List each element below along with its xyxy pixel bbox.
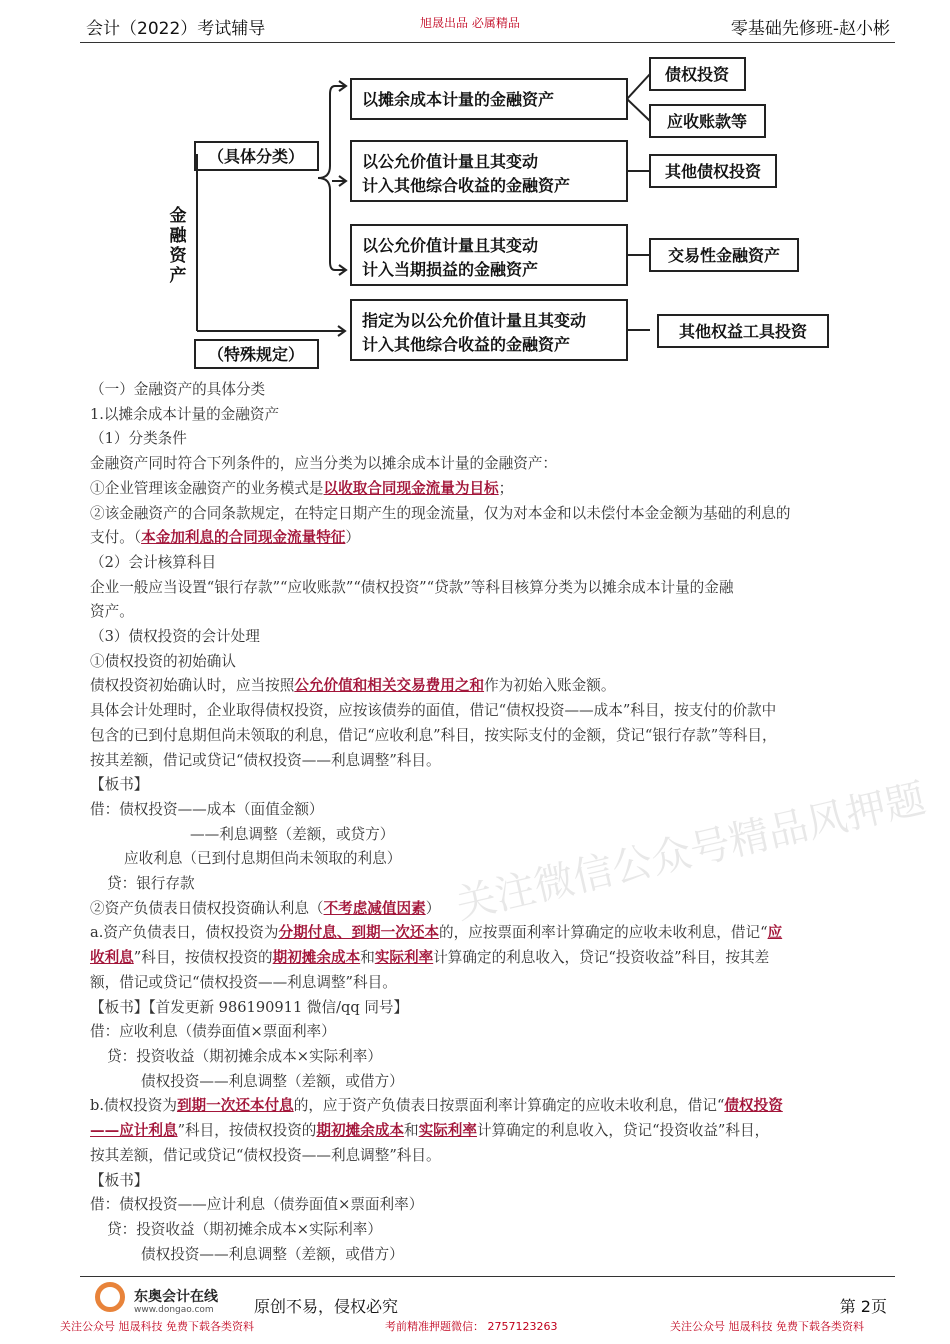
paragraph-line: 支付。（本金加利息的合同现金流量特征） xyxy=(90,529,361,547)
header-slogan: 旭晟出品 必属精品 xyxy=(420,16,520,30)
paragraph-line: 按其差额，借记或贷记“债权投资——利息调整”科目。 xyxy=(90,751,441,769)
class-label-2a: 以公允价值计量且其变动 xyxy=(362,152,539,171)
key-term: 期初摊余成本 xyxy=(316,1122,404,1140)
key-term: 实际利率 xyxy=(418,1122,477,1140)
journal-entry: 贷：投资收益（期初摊余成本×实际利率） xyxy=(107,1047,382,1065)
paragraph-line: 具体会计处理时，企业取得债权投资，应按该债券的面值，借记“债权投资——成本”科目，按支付的价款中 xyxy=(90,702,777,720)
class-label-2b: 计入其他综合收益的金融资产 xyxy=(362,176,571,195)
key-term: 分期付息、到期一次还本 xyxy=(278,924,440,942)
subsection-heading: 1.以摊余成本计量的金融资产 xyxy=(90,405,280,423)
journal-entry: 贷：银行存款 xyxy=(107,875,195,893)
key-term: 期初摊余成本 xyxy=(272,949,361,967)
class-label-4a: 指定为以公允价值计量且其变动 xyxy=(362,311,587,330)
item-label-1: 债权投资 xyxy=(664,65,730,84)
paragraph-line: 额，借记或贷记“债权投资——利息调整”科目。 xyxy=(90,973,397,991)
page-number: 第 2页 xyxy=(839,1297,887,1316)
subheading: （1）分类条件 xyxy=(90,430,187,448)
paragraph-line: ①企业管理该金融资产的业务模式是以收取合同现金流量为目标； xyxy=(90,479,514,497)
key-term: 本金加利息的合同现金流量特征 xyxy=(141,529,346,547)
paragraph-line: 包含的已到付息期但尚未领取的利息，借记“应收利息”科目，按实际支付的金额，贷记“银行存款”等科目， xyxy=(90,726,777,744)
subheading: ①债权投资的初始确认 xyxy=(90,652,236,670)
board-label: 【板书】 xyxy=(90,776,149,794)
diagram-root-char: 融 xyxy=(169,226,187,246)
journal-entry: 借：债权投资——应计利息（债券面值×票面利率） xyxy=(90,1196,424,1214)
promo-middle: 考前精准押题微信： 2757123263 xyxy=(385,1320,558,1333)
logo-icon xyxy=(95,1282,125,1312)
footer-divider xyxy=(80,1276,895,1277)
key-term: 以收取合同现金流量为目标 xyxy=(323,479,499,497)
key-term: 收利息 xyxy=(90,949,134,967)
paragraph-line: 债权投资初始确认时，应当按照公允价值和相关交易费用之和作为初始入账金额。 xyxy=(90,677,616,695)
promo-left: 关注公众号 旭晟科技 免费下载各类资料 xyxy=(60,1320,254,1333)
diagram-root-char: 金 xyxy=(169,206,187,226)
item-label-2: 应收账款等 xyxy=(666,112,748,131)
subheading: （3）债权投资的会计处理 xyxy=(90,628,260,646)
watermark: 关注微信公众号精品风押题 xyxy=(451,775,930,929)
journal-entry: 债权投资——利息调整（差额，或借方） xyxy=(141,1245,404,1263)
copyright-notice: 原创不易，侵权必究 xyxy=(254,1297,399,1316)
paragraph-line: a.资产负债表日，债权投资为分期付息、到期一次还本的，应按票面利率计算确定的应收未收利息，借记“应 xyxy=(90,924,783,942)
paragraph-line: 企业一般应当设置“银行存款”“应收账款”“债权投资”“贷款”等科目核算分类为以摊余成本计量的金融 xyxy=(90,578,734,596)
paragraph-line: ②该金融资产的合同条款规定，在特定日期产生的现金流量，仅为对本金和以未偿付本金金额为基础的利息的 xyxy=(90,504,791,522)
key-term: 公允价值和相关交易费用之和 xyxy=(294,677,485,695)
key-term: 不考虑减值因素 xyxy=(323,899,426,917)
category-label-special: （特殊规定） xyxy=(207,345,305,364)
paragraph-line: 金融资产同时符合下列条件的，应当分类为以摊余成本计量的金融资产： xyxy=(90,455,558,473)
subheading: ②资产负债表日债权投资确认利息（不考虑减值因素） xyxy=(90,899,441,917)
paragraph-line: 收利息”科目，按债权投资的期初摊余成本和实际利率计算确定的利息收入，贷记“投资收益”科目，按其差 xyxy=(90,949,770,967)
header-course: 零基础先修班-赵小彬 xyxy=(730,19,890,39)
logo-url: www.dongao.com xyxy=(134,1305,214,1315)
class-label-1: 以摊余成本计量的金融资产 xyxy=(362,90,555,109)
journal-entry: 借：应收利息（债券面值×票面利率） xyxy=(90,1023,336,1041)
item-label-5: 其他权益工具投资 xyxy=(678,322,808,341)
key-term: ——应计利息 xyxy=(90,1122,178,1140)
journal-entry: ——利息调整（差额，或贷方） xyxy=(190,825,395,843)
item-label-4: 交易性金融资产 xyxy=(667,246,781,265)
header-title: 会计（2022）考试辅导 xyxy=(86,19,266,39)
board-label: 【板书】【首发更新 986190911 微信/qq 同号】 xyxy=(90,998,409,1016)
subheading: （2）会计核算科目 xyxy=(90,553,217,571)
paragraph-line: 资产。 xyxy=(90,603,134,621)
paragraph-line: ——应计利息”科目，按债权投资的期初摊余成本和实际利率计算确定的利息收入，贷记“投资收益”科目， xyxy=(90,1122,770,1140)
paragraph-line: 按其差额，借记或贷记“债权投资——利息调整”科目。 xyxy=(90,1146,441,1164)
class-label-3a: 以公允价值计量且其变动 xyxy=(362,236,539,255)
journal-entry: 贷：投资收益（期初摊余成本×实际利率） xyxy=(107,1220,382,1238)
key-term: 实际利率 xyxy=(374,949,434,967)
journal-entry: 借：债权投资——成本（面值金额） xyxy=(90,800,324,818)
diagram-root-char: 产 xyxy=(169,266,187,286)
key-term: 到期一次还本付息 xyxy=(176,1097,294,1115)
key-term: 债权投资 xyxy=(724,1097,783,1115)
classification-diagram xyxy=(0,44,950,374)
promo-right: 关注公众号 旭晟科技 免费下载各类资料 xyxy=(670,1320,864,1333)
class-label-3b: 计入当期损益的金融资产 xyxy=(362,260,539,279)
paragraph-line: b.债权投资为到期一次还本付息的，应于资产负债表日按票面利率计算确定的应收未收利息，借记“债权投资 xyxy=(90,1097,783,1115)
header-divider xyxy=(80,42,895,43)
item-label-3: 其他债权投资 xyxy=(664,162,762,181)
key-term: 应 xyxy=(767,924,783,942)
board-label: 【板书】 xyxy=(90,1171,149,1189)
section-heading: （一）金融资产的具体分类 xyxy=(90,381,266,398)
category-label-specific: （具体分类） xyxy=(207,147,305,166)
class-label-4b: 计入其他综合收益的金融资产 xyxy=(362,335,571,354)
logo-name: 东奥会计在线 xyxy=(134,1289,218,1305)
journal-entry: 应收利息（已到付息期但尚未领取的利息） xyxy=(124,850,402,868)
journal-entry: 债权投资——利息调整（差额，或借方） xyxy=(141,1072,404,1090)
diagram-root-char: 资 xyxy=(169,246,187,266)
